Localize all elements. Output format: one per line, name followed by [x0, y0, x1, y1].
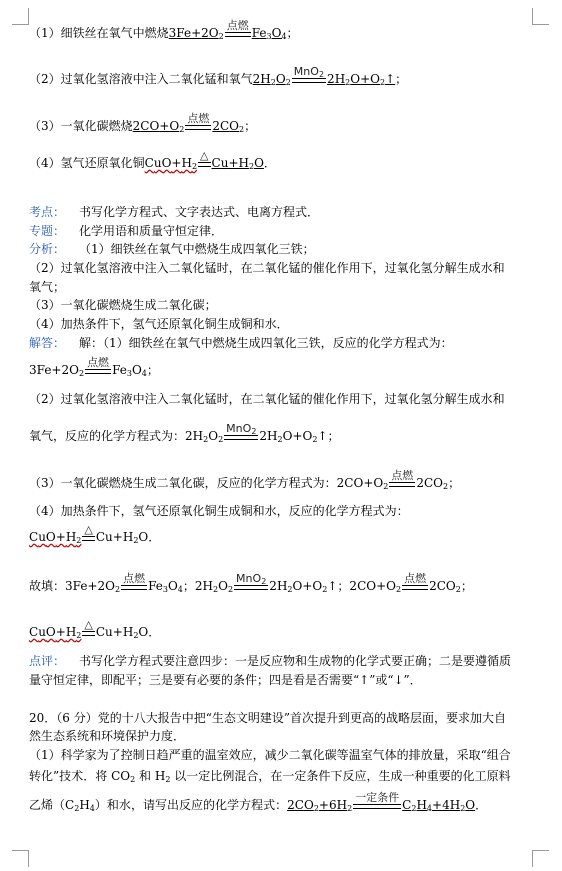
question-number: （4） — [29, 156, 61, 170]
fenxi-line: （2）过氧化氢溶液中注入二氧化锰时，在二氧化锰的催化作用下，过氧化氢分解生成水和 — [29, 261, 505, 275]
dianping-label: 点评： — [29, 654, 66, 668]
question-number: （2） — [29, 72, 61, 86]
zhuanti-line — [29, 222, 539, 239]
question-20: 转化”技术．将 $CO_2$ 和 $H_2$ 以一定比例混合，在一定条件下反应，生成一种重要的化工原料 — [29, 769, 511, 784]
equation-right: $2H_2O+O_2↑$ — [327, 72, 396, 87]
equation-left: $2CO_2+6H_2$ — [287, 798, 353, 813]
equation-right: $2CO_2$ — [212, 119, 245, 134]
question-number: （1） — [29, 26, 61, 40]
dianping-line: 量守恒定律，即配平；三是要有必要的条件；四是看是否需要“↑”或“↓”． — [29, 673, 422, 687]
equation-condition: 点燃 — [225, 20, 251, 41]
equation-left: $2CO+O_2$ — [132, 119, 185, 134]
fenxi-line: 氧气； — [29, 280, 66, 294]
fenxi-label: 分析： — [29, 242, 66, 256]
corner-mark-bottom-left — [12, 850, 29, 867]
jieda-line: （2）过氧化氢溶液中注入二氧化锰时，在二氧化锰的催化作用下，过氧化氢分解生成水和 — [29, 392, 505, 406]
corner-mark-top-left — [12, 8, 29, 25]
question-text: 过氧化氢溶液中注入二氧化锰和氧气 — [60, 72, 253, 86]
jieda-line: （4）加热条件下，氢气还原氧化铜生成铜和水，反应的化学方程式为： — [29, 504, 409, 518]
jieda-line: 解答： 解：（1）细铁丝在氧气中燃烧生成四氧化三铁，反应的化学方程式为： — [29, 336, 453, 350]
dianping-line: 点评： 书写化学方程式要注意四步：一是反应物和生成物的化学式要正确；二是要遵循质 — [29, 654, 512, 668]
equation-condition: MnO$_2$ — [224, 423, 258, 444]
equation-right: $Cu+H_2O$ — [211, 156, 264, 171]
guzhen-label: 故填： — [29, 579, 66, 593]
equation-condition: MnO$_2$ — [292, 66, 326, 87]
guzhen-line: 故填： $3Fe+2O_2$ 点燃 $Fe_3O_4$ ； $2H_2O_2$ MnO$_2$ $2H_2O+O_2↑$ ； $2CO+O_2$ 点燃 $2CO_2$ ； — [29, 572, 473, 594]
question-20: 然生态系统和环境保护力度． — [29, 729, 186, 743]
fenxi-line: （3）一氧化碳燃烧生成二氧化碳； — [29, 298, 217, 312]
question-4: （4） 氢气还原氧化铜 $CuO+H_2$ △ $Cu+H_2O$ ． — [29, 149, 276, 171]
fenxi-line: 分析： （1）细铁丝在氧气中燃烧生成四氧化三铁； — [29, 242, 315, 256]
equation-right: $C_2H_4+4H_2O$ — [402, 798, 476, 813]
question-1: （1） 细铁丝在氧气中燃烧 $3Fe+2O_2$ 点燃 $Fe_3O_4$ ； — [29, 19, 299, 41]
equation-condition: 点燃 — [389, 470, 415, 491]
equation-left: $CuO+H_2$ — [144, 156, 198, 171]
question-20-equation: 乙烯$(C_2H_4)$和水，请写出反应的化学方程式： $2CO_2+6H_2$ 一定条件 $C_2H_4+4H_2O$ ． — [29, 791, 488, 813]
kaodian-text: 书写化学方程式、文字表达式、电离方程式． — [79, 205, 320, 219]
jieda-equation-3: （3）一氧化碳燃烧生成二氧化碳，反应的化学方程式为： $2CO+O_2$ 点燃 $2CO_2$ ； — [29, 469, 461, 491]
question-20: （1）科学家为了控制日趋严重的温室效应，减少二氧化碳等温室气体的排放量，采取“组合 — [29, 748, 511, 762]
equation-left: $3Fe+2O_2$ — [168, 26, 224, 41]
jieda-equation-2: 氧气，反应的化学方程式为： $2H_2O_2$ MnO$_2$ $2H_2O+O_2↑$ ； — [29, 422, 340, 444]
question-text: 氢气还原氧化铜 — [60, 156, 145, 170]
jieda-equation-1: $3Fe+2O_2$ 点燃 $Fe_3O_4$ ； — [29, 356, 159, 378]
fenxi-line: （4）加热条件下，氢气还原氧化铜生成铜和水． — [29, 317, 289, 331]
equation-right: $Fe_3O_4$ — [251, 26, 287, 41]
question-3: （3） 一氧化碳燃烧 $2CO+O_2$ 点燃 $2CO_2$ ； — [29, 112, 257, 134]
question-number: （3） — [29, 119, 61, 133]
jieda-label: 解答： — [29, 336, 66, 350]
corner-mark-bottom-right — [532, 850, 549, 867]
equation-condition: △ — [198, 150, 210, 171]
question-20: 20．（6 分）党的十八大报告中把“生态文明建设”首次提升到更高的战略层面，要求加大自 — [29, 711, 506, 725]
equation-condition: △ — [82, 524, 94, 545]
equation-left: $2H_2O_2$ — [252, 72, 291, 87]
zhuanti-text: 化学用语和质量守恒定律． — [79, 224, 224, 238]
equation-condition: 一定条件 — [353, 792, 401, 813]
question-text: 一氧化碳燃烧 — [60, 119, 133, 133]
question-text: 细铁丝在氧气中燃烧 — [60, 26, 169, 40]
kaodian-line — [29, 203, 539, 220]
equation-condition: 点燃 — [185, 113, 211, 134]
guzhen-equation-4: $CuO+H_2$ △ $Cu+H_2O$ ． — [29, 618, 161, 640]
question-2: （2） 过氧化氢溶液中注入二氧化锰和氧气 $2H_2O_2$ MnO$_2$ $2H_2O+O_2↑$ ； — [29, 65, 408, 87]
equation-condition: 点燃 — [85, 357, 111, 378]
jieda-equation-4: $CuO+H_2$ △ $Cu+H_2O$ ． — [29, 523, 161, 545]
corner-mark-top-right — [532, 8, 549, 25]
kaodian-label: 考点： — [29, 205, 66, 219]
zhuanti-label: 专题： — [29, 224, 66, 238]
